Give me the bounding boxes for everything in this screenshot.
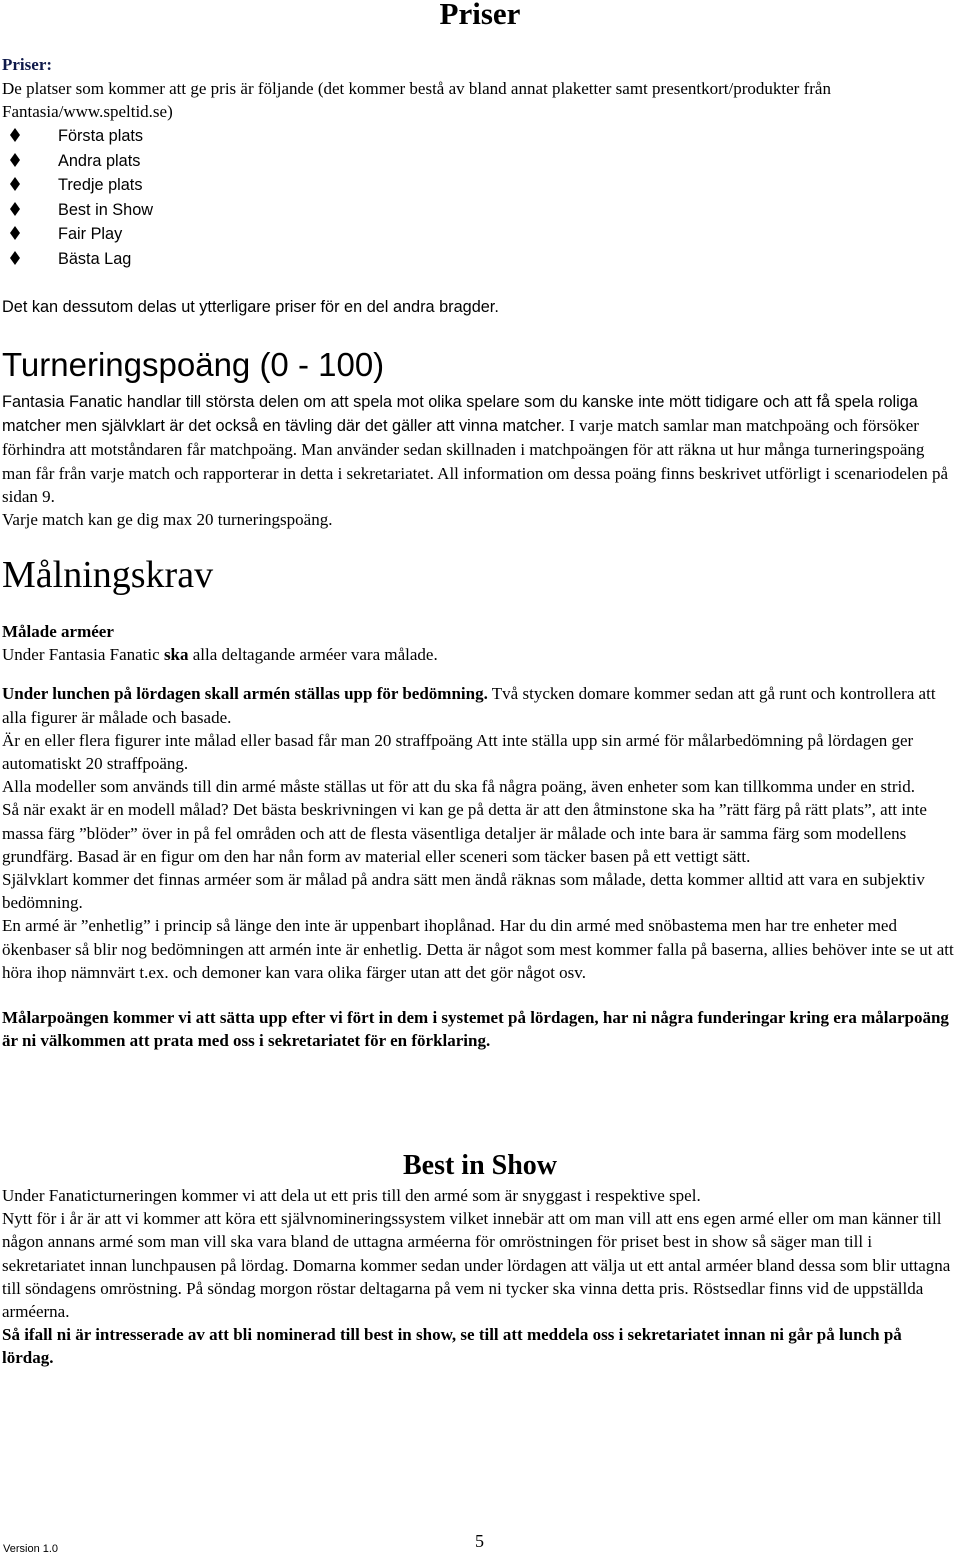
prizes-intro: De platser som kommer att ge pris är följande (det kommer bestå av bland annat plaketter samt presentkort/produkter från Fantasia/www.speltid.se) xyxy=(2,79,831,122)
diamond-bullet-icon xyxy=(8,153,22,167)
page-title: Priser xyxy=(439,0,521,31)
diamond-bullet-icon xyxy=(8,251,22,265)
diamond-bullet-icon xyxy=(8,128,22,142)
painting-body xyxy=(2,620,957,1052)
tournament-difference: Man använder sedan skillnaden i matchpoängen för att räkna ut hur många turneringspoäng man får från varje match och rapporterar in detta i sekretariatet. All information om dessa poäng finns beskrivet utförligt i scenariodelen på sidan 9. xyxy=(2,440,948,506)
tournament-matchpoints: I varje match samlar man matchpoäng och försöker förhindra att motståndaren får matchpoäng. xyxy=(2,416,919,460)
list-item-label: Tredje plats xyxy=(58,176,143,195)
tournament-paragraph xyxy=(2,390,957,508)
best-in-show-body xyxy=(2,1184,957,1370)
page-number: 5 xyxy=(475,1531,484,1551)
version-label: Version 1.0 xyxy=(3,1543,59,1555)
prize-list xyxy=(8,124,153,272)
painting-models: Alla modeller som används till din armé måste ställas ut för att du ska få några poäng, även enheter som kan tillkomma under en strid. xyxy=(2,777,916,797)
list-item xyxy=(8,247,153,272)
painting-heading: Målningskrav xyxy=(2,554,214,596)
list-item-label: Bästa Lag xyxy=(58,249,132,268)
list-item xyxy=(8,222,153,247)
best-in-show-intro: Under Fanaticturneringen kommer vi att dela ut ett pris till den armé som är snyggast i respektive spel. xyxy=(2,1186,701,1205)
list-item-label: Andra plats xyxy=(58,151,141,170)
best-in-show-heading: Best in Show xyxy=(402,1150,558,1181)
list-item-label: Best in Show xyxy=(58,200,154,219)
list-item xyxy=(8,173,153,198)
prizes-label: Priser: xyxy=(2,55,53,74)
diamond-bullet-icon xyxy=(8,177,22,191)
painting-when: Så när exakt är en modell målad? Det bästa beskrivningen vi kan ge på detta är att den åtminstone ska ha ”rätt färg på rätt plats”, att inte massa färg ”blöder” över in på fel områden och att de flesta väsentliga detaljer är målade och inte bara är samma färg som modellens grundfärg. Basad är en figur om den har nån form av material eller sceneri som täcker basen på ett vettigt sätt. xyxy=(2,800,927,866)
list-item xyxy=(8,149,153,174)
tournament-intro: Fantasia Fanatic handlar till största delen om att spela mot olika spelare som du kanske inte mött tidigare och att få spela roliga matcher men självklart är det också en tävling där det gäller att vinna matcher. xyxy=(2,393,918,436)
list-item-label: Första plats xyxy=(58,127,144,145)
painting-other: Självklart kommer det finnas arméer som är målad på andra sätt men ändå räknas som målade, detta kommer alltid att vara en subjektiv bedömning. xyxy=(2,870,925,913)
tournament-max: Varje match kan ge dig max 20 turneringspoäng. xyxy=(2,510,333,530)
tournament-body xyxy=(2,390,957,531)
painting-uniform: En armé är ”enhetlig” i princip så länge den inte är uppenbart ihoplånad. Har du din armé med snöbastema men har tre enheter med ökenbaser så blir nog bedömningen att armén inte är enhetlig. Detta är något som mest kommer falla på baserna, allies behöver inte se ut att höra ihop nämnvärt t.ex. och demoner kan vara olika färger utan att det gör något osv. xyxy=(2,916,954,982)
painting-penalty: Är en eller flera figurer inte målad eller basad får man 20 straffpoäng Att inte ställa upp sin armé för målarbedömning på lördagen ger automatiskt 20 straffpoäng. xyxy=(2,730,914,774)
painting-requirement: Under Fantasia Fanatic ska alla deltagande arméer vara målade. xyxy=(2,645,438,665)
tournament-heading: Turneringspoäng (0 - 100) xyxy=(2,346,385,383)
painting-lunch: Under lunchen på lördagen skall armén ställas upp för bedömning. Två stycken domare kommer sedan att gå runt och kontrollera att alla figurer är målade och basade. xyxy=(2,684,936,727)
diamond-bullet-icon xyxy=(8,202,22,216)
best-in-show-nomination: Nytt för i år är att vi kommer att köra ett självnomineringssystem vilket innebär att om man vill att ens egen armé eller om man känner till någon annans armé som man vill ska vara bland de uttagna arméerna för omröstningen för priset best in show så säger man till i sekretariatet innan lunchpausen på lördag. Domarna kommer sedan under lördagen att välja ut ett antal arméer bland dessa som blir uttagna till söndagens omröstning. På söndag morgon röstar deltagarna på vem ni tycker ska vinna detta pris. Röstsedlar finns vid de uppställda arméerna. xyxy=(2,1209,951,1322)
list-item xyxy=(8,124,153,149)
painting-subheading: Målade arméer xyxy=(2,622,114,641)
best-in-show-cta: Så ifall ni är intresserade av att bli nominerad till best in show, se till att meddela oss i sekretariatet innan ni går på lunch på lördag. xyxy=(2,1325,902,1368)
prizes-extra: Det kan dessutom delas ut ytterligare priser för en del andra bragder. xyxy=(2,298,499,316)
list-item xyxy=(8,198,153,223)
painting-scores: Målarpoängen kommer vi att sätta upp efter vi fört in dem i systemet på lördagen, har ni några funderingar kring era målarpoäng är ni välkommen att prata med oss i sekretariatet för en förklaring. xyxy=(2,1008,949,1051)
list-item-label: Fair Play xyxy=(58,225,123,244)
diamond-bullet-icon xyxy=(8,226,22,240)
